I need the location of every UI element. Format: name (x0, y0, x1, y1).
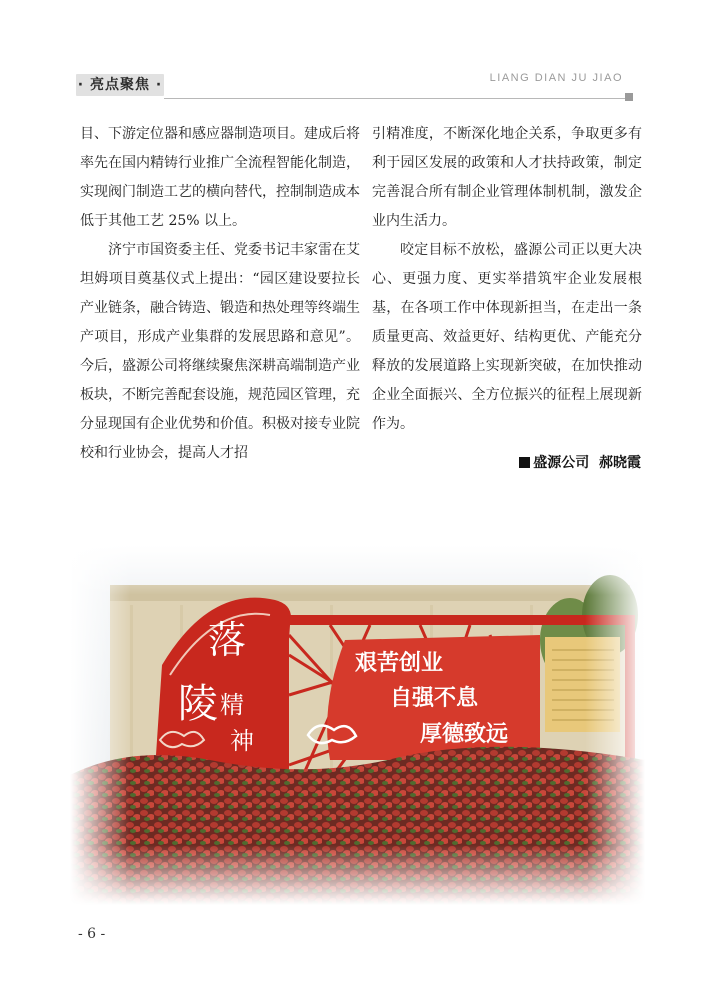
byline-author: 郝晓霞 (599, 455, 641, 471)
byline-square-icon (519, 457, 530, 468)
section-pinyin: LIANG DIAN JU JIAO (489, 72, 623, 84)
section-tag: · 亮点聚焦 · (76, 74, 164, 96)
article-paragraph: 咬定目标不放松，盛源公司正以更大决心、更强力度、更实举措筑牢企业发展根基，在各项工作中体现新担当，在走出一条质量更高、效益更好、结构更优、产能充分释放的发展道路上实现新突破，在加快推动企业全面振兴、全方位振兴的征程上展现新作为。 (372, 242, 642, 432)
article-left-column (80, 120, 360, 468)
slogan-line: 厚德致远 (420, 721, 509, 747)
header-rule (164, 98, 627, 99)
calligraphy-char: 陵 (178, 681, 218, 727)
calligraphy-char: 神 (230, 727, 254, 755)
article-right-column (372, 120, 642, 439)
calligraphy-char: 精 (220, 691, 244, 719)
article-paragraph: 引精准度，不断深化地企关系，争取更多有利于园区发展的政策和人才扶持政策，制定完善混合所有制企业管理体制机制，激发企业内生活力。 (372, 126, 642, 229)
article-paragraph: 济宁市国资委主任、党委书记丰家雷在艾坦姆项目奠基仪式上提出：“园区建设要拉长产业链条，融合铸造、锻造和热处理等终端生产项目，形成产业集群的发展思路和意见”。今后，盛源公司将继续聚焦深耕高端制造产业板块，不断完善配套设施，规范园区管理，充分显现国有企业优势和价值。积极对接专业院校和行业协会，提高人才招 (80, 242, 360, 461)
article-byline (519, 452, 641, 472)
photo-sign-illustration (70, 545, 645, 905)
slogan-line: 艰苦创业 (355, 650, 444, 676)
page-number: - 6 - (78, 926, 106, 942)
byline-org: 盛源公司 (533, 455, 590, 471)
article-photo (70, 545, 645, 905)
calligraphy-char: 落 (208, 618, 247, 662)
article-paragraph: 目、下游定位器和感应器制造项目。建成后将率先在国内精铸行业推广全流程智能化制造，实现阀门制造工艺的横向替代，控制制造成本低于其他工艺 25% 以上。 (80, 126, 360, 229)
slogan-line: 自强不息 (390, 685, 479, 711)
header-square-mark (625, 93, 633, 101)
